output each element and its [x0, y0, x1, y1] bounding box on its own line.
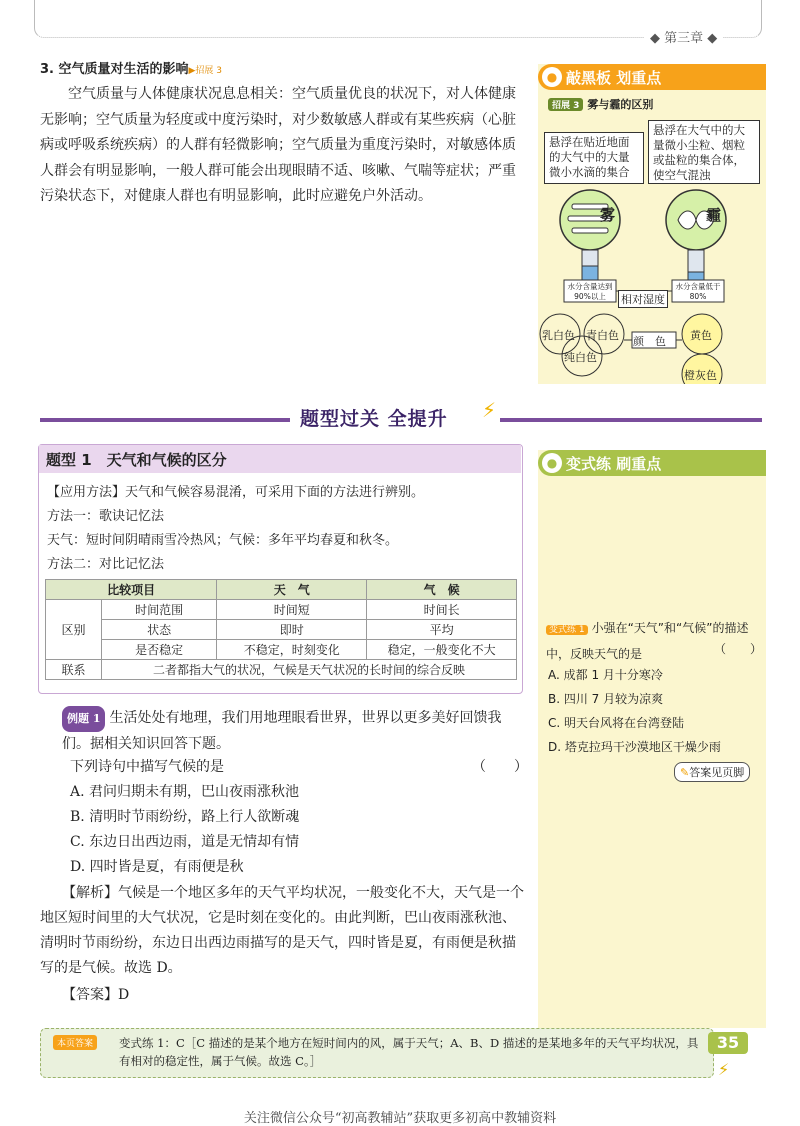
example-question: 下列诗句中描写气候的是 — [70, 759, 224, 775]
haze-color-1: 黄色 — [690, 329, 712, 342]
method-box — [38, 444, 523, 694]
practice-badge: 变式练 1 — [546, 625, 588, 635]
haze-humidity: 水分含量低于80% — [675, 282, 721, 301]
practice-option-d: D. 塔克拉玛干沙漠地区干燥少雨 — [548, 740, 721, 754]
bullet-icon: ● — [542, 453, 562, 473]
section-link[interactable]: ▶招展 3 — [188, 66, 223, 76]
subtitle: 招展 3 雾与霾的区别 — [548, 96, 653, 112]
method-2-title: 方法二：对比记忆法 — [47, 557, 165, 572]
fog-color-1: 乳白色 — [542, 329, 575, 342]
example-answer: 【答案】D — [62, 987, 130, 1003]
table-row: 是否稳定 不稳定，时刻变化 稳定，一般变化不大 — [46, 640, 517, 660]
answer-link-button[interactable]: ✎答案见页脚 — [674, 762, 750, 782]
table-row: 状态 即时 平均 — [46, 620, 517, 640]
diff-label: 区别 — [46, 600, 102, 660]
lightning-icon: ⚡ — [482, 398, 497, 422]
key-points-header — [538, 64, 766, 90]
haze-description: 悬浮在大气中的大量微小尘粒、烟粒或盐粒的集合体，使空气混浊 — [648, 120, 760, 184]
haze-label: 霾 — [706, 206, 722, 224]
section-paragraph: 空气质量与人体健康状况息息相关：空气质量优良的状况下，对人体健康无影响；空气质量为轻度或中度污染时，对少数敏感人群或有某些疾病（心脏病或呼吸系统疾病）的人群有轻微影响；空气质量为重度污染时，对敏感体质人群会有明显影响，一般人群可能会出现眼睛不适、咳嗽、气喘等症状；严重污染状态下，对健康人群也有明显影响，此时应避免户外活动。 — [40, 86, 516, 204]
fog-color-2: 青白色 — [586, 329, 619, 342]
key-points-sidebar — [538, 64, 766, 384]
col-item: 比较项目 — [46, 580, 217, 600]
practice-title: 变式练 刷重点 — [566, 455, 662, 473]
method-1-title: 方法一：歌诀记忆法 — [47, 509, 165, 524]
example-stem: 例题 1 生活处处有地理，我们用地理眼看世界，世界以更多美好回馈我们。据相关知识回答下题。 — [62, 706, 524, 756]
fog-label: 雾 — [600, 206, 616, 224]
relative-humidity-label: 相对湿度 — [618, 290, 668, 308]
method-1-text: 天气：短时间阴晴雨雪冷热风；气候：多年平均春夏和秋冬。 — [47, 533, 399, 548]
fog-color-3: 纯白色 — [564, 351, 597, 364]
band-title: 题型过关 全提升 — [300, 408, 448, 430]
practice-paren: （ ） — [714, 642, 763, 656]
example-badge: 例题 1 — [62, 706, 105, 732]
option-d: D. 四时皆是夏，有雨便是秋 — [70, 859, 244, 875]
practice-option-a: A. 成都 1 月十分寒冷 — [548, 668, 663, 682]
practice-option-c: C. 明天台风将在台湾登陆 — [548, 716, 685, 730]
answer-text: 变式练 1：C［C 描述的是某个地方在短时间内的风，属于天气；A、B、D 描述的是某地多年的天气平均状况，具有相对的稳定性，属于气候。故选 C。］ — [119, 1036, 699, 1068]
col-climate: 气 候 — [367, 580, 517, 600]
link-label: 联系 — [46, 660, 102, 680]
lightning-icon: ⚡ — [718, 1060, 730, 1079]
method-intro: 【应用方法】天气和气候容易混淆，可采用下面的方法进行辨别。 — [47, 485, 425, 500]
chapter-label: ◆ 第三章 ◆ — [644, 27, 723, 46]
table-row: 区别 时间范围 时间短 时间长 — [46, 600, 517, 620]
footer-note: 关注微信公众号“初高教辅站”获取更多初高中教辅资料 — [243, 1111, 557, 1126]
page-number: 35 — [708, 1032, 748, 1054]
example-paren: （ ） — [472, 759, 528, 775]
haze-color-2: 橙灰色 — [684, 369, 717, 382]
option-a: A. 君问归期未有期，巴山夜雨涨秋池 — [70, 784, 300, 800]
practice-header — [538, 450, 766, 476]
key-points-title: 敲黑板 划重点 — [566, 69, 662, 87]
answer-tag: 本页答案 — [53, 1035, 97, 1050]
example-analysis: 【解析】气候是一个地区多年的天气平均状况，一般变化不大，天气是一个地区短时间里的大气状况，它是时刻在变化的。由此判断，巴山夜雨涨秋池、清明时节雨纷纷，东边日出西边雨描写的是天气，四时皆是夏，有雨便是秋描写的是气候。故选 D。 — [40, 885, 524, 976]
answer-hint-icon: ✎ — [680, 766, 690, 779]
method-title: 题型 1 天气和气候的区分 — [46, 451, 227, 469]
option-c: C. 东边日出西边雨，道是无情却有情 — [70, 834, 300, 850]
practice-option-b: B. 四川 7 月较为凉爽 — [548, 692, 664, 706]
practice-sidebar — [538, 450, 766, 1028]
fog-description: 悬浮在贴近地面的大气中的大量微小水滴的集合 — [544, 132, 644, 184]
section-title: 3. 空气质量对生活的影响▶招展 3 — [40, 62, 223, 77]
option-b: B. 清明时节雨纷纷，路上行人欲断魂 — [70, 809, 300, 825]
color-label: 颜 色 — [633, 335, 666, 348]
link-text: 二者都指大气的状况，气候是天气状况的长时间的综合反映 — [102, 660, 517, 680]
fog-humidity: 水分含量达到90%以上 — [567, 282, 613, 301]
band-rule-left — [40, 418, 290, 422]
comparison-table — [45, 579, 517, 680]
bullet-icon: ● — [542, 67, 562, 87]
col-weather: 天 气 — [217, 580, 367, 600]
practice-stem: 变式练 1 小强在“天气”和“气候”的描述中，反映天气的是 — [546, 621, 749, 661]
page-answer-bar — [40, 1028, 714, 1078]
method-header — [39, 445, 521, 473]
table-row — [46, 660, 517, 680]
band-rule-right — [500, 418, 762, 422]
